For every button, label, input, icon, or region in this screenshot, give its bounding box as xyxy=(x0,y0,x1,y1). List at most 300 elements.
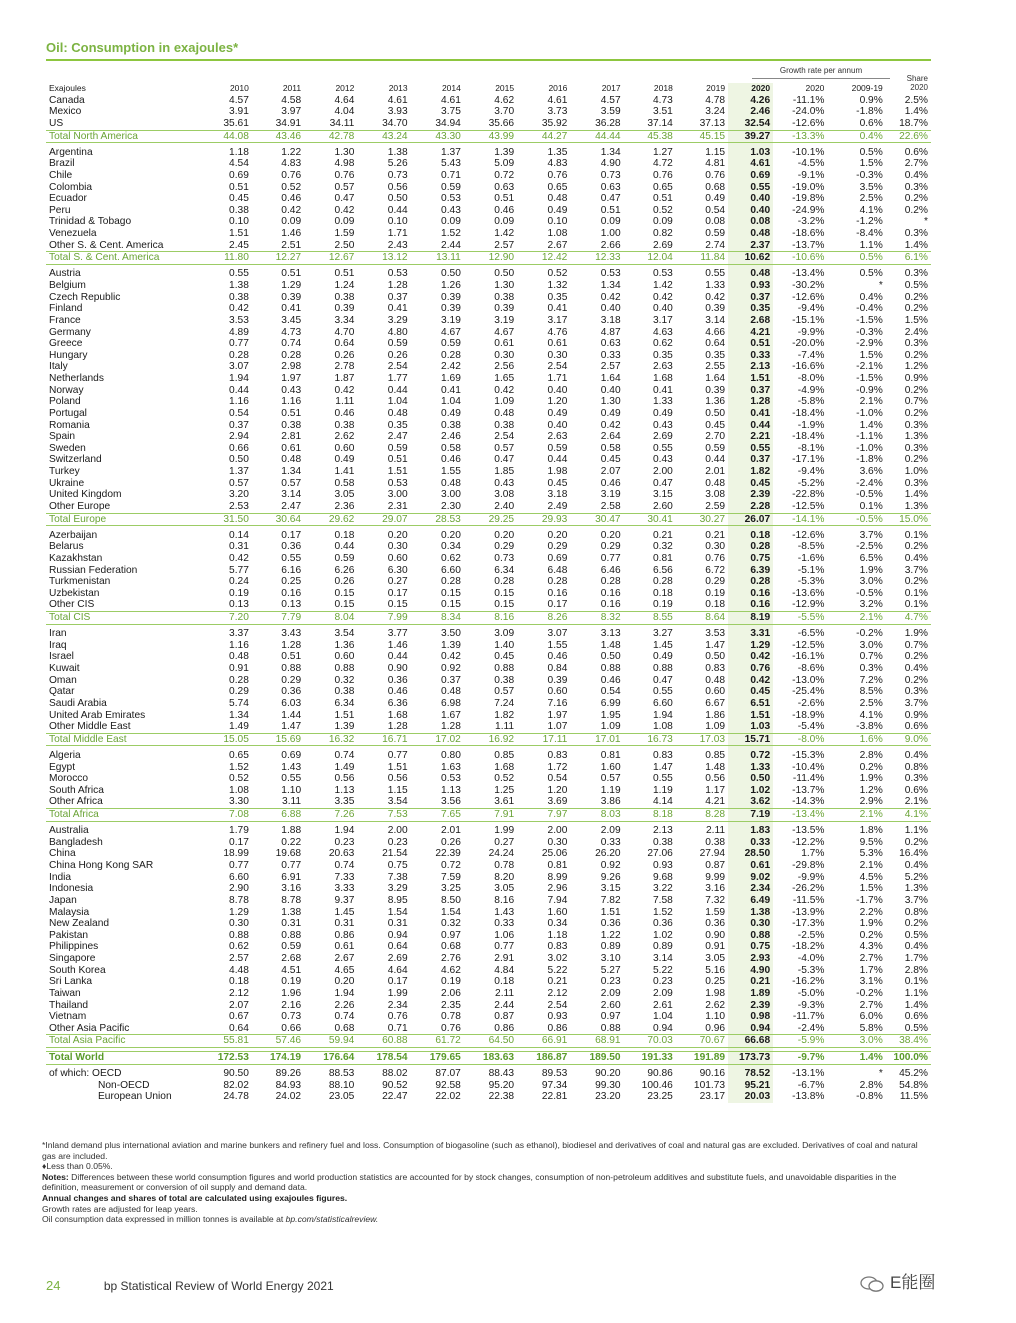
grand-total-row xyxy=(46,1052,931,1065)
table-cell: 1.97 xyxy=(281,373,302,384)
table-cell: 4.63 xyxy=(653,326,673,338)
table-cell: -8.6% xyxy=(797,663,825,674)
table-cell: 2.91 xyxy=(494,953,515,964)
table-cell: 0.67 xyxy=(229,1011,249,1023)
table-cell: 1.9% xyxy=(904,628,928,640)
table-cell: 1.65 xyxy=(494,373,515,384)
table-cell: 89.26 xyxy=(275,1068,302,1080)
table-cell: 29.25 xyxy=(464,513,517,526)
table-row xyxy=(46,396,931,408)
table-row xyxy=(46,193,931,205)
table-cell: 1.34 xyxy=(600,146,621,158)
table-cell: 8.95 xyxy=(387,894,408,906)
table-row xyxy=(46,663,931,675)
table-cell: 1.42 xyxy=(653,280,673,291)
row-label: Sri Lanka xyxy=(49,976,93,988)
row-label: Qatar xyxy=(49,686,75,698)
row-label: Iran xyxy=(49,628,67,640)
table-cell: 0.75 xyxy=(387,860,408,871)
table-cell: 1.19 xyxy=(600,784,621,796)
table-cell: 6.34 xyxy=(494,564,515,576)
table-row xyxy=(46,628,931,640)
table-cell: 0.50 xyxy=(705,651,726,663)
table-cell: 1.39 xyxy=(334,721,355,733)
table-cell: 0.19 xyxy=(441,976,461,988)
table-cell: 2.94 xyxy=(229,431,249,443)
table-cell: 95.20 xyxy=(488,1079,515,1091)
table-cell: 1.83 xyxy=(728,825,773,837)
table-cell: 0.52 xyxy=(281,181,302,193)
table-cell: 6.0% xyxy=(859,1011,883,1023)
table-cell: 0.77 xyxy=(281,860,302,871)
table-cell: 37.14 xyxy=(647,117,673,129)
row-label: Algeria xyxy=(49,749,81,761)
table-cell: 0.30 xyxy=(547,349,568,361)
table-cell: 0.2% xyxy=(904,204,928,216)
table-cell: 1.4% xyxy=(904,239,928,251)
table-cell: -1.5% xyxy=(856,373,883,384)
table-cell: 1.39 xyxy=(494,146,515,158)
table-cell: 2.43 xyxy=(387,239,408,251)
table-cell: 0.29 xyxy=(494,541,515,553)
table-cell: 0.48 xyxy=(705,477,726,489)
table-cell: 0.62 xyxy=(229,941,249,953)
table-cell: 8.50 xyxy=(441,894,461,906)
table-cell: 3.1% xyxy=(859,976,883,988)
table-cell: 0.08 xyxy=(705,216,726,228)
table-cell: 0.36 xyxy=(653,918,673,930)
table-cell: -14.3% xyxy=(792,796,825,808)
table-cell: 1.34 xyxy=(229,709,249,721)
notes xyxy=(42,1140,932,1225)
table-cell: 0.83 xyxy=(547,941,568,953)
table-cell: 2.46 xyxy=(441,431,461,443)
table-cell: 6.60 xyxy=(229,871,249,883)
table-cell: 0.61 xyxy=(281,442,302,454)
table-cell: 0.27 xyxy=(494,836,515,848)
table-cell: 29.93 xyxy=(517,513,570,526)
table-cell: 3.34 xyxy=(334,314,355,326)
table-cell: 0.52 xyxy=(494,773,515,785)
row-label: Total CIS xyxy=(46,612,200,625)
table-cell: 0.39 xyxy=(547,674,568,686)
table-cell: 64.50 xyxy=(464,1035,517,1048)
total-row xyxy=(46,809,931,822)
table-cell: 0.49 xyxy=(705,193,726,205)
note-less-than: ♦Less than 0.05%. xyxy=(42,1161,113,1172)
table-cell: 2.8% xyxy=(904,964,928,976)
table-cell: 3.08 xyxy=(494,489,515,501)
table-cell: 16.92 xyxy=(464,733,517,746)
table-cell: 0.21 xyxy=(653,529,673,541)
table-cell: 1.5% xyxy=(859,349,883,361)
table-cell: 66.91 xyxy=(517,1035,570,1048)
table-cell: 4.67 xyxy=(494,326,515,338)
growth-rate-rule xyxy=(752,78,890,79)
table-cell: 0.55 xyxy=(229,268,249,280)
table-cell: 1.16 xyxy=(281,396,302,408)
table-cell: 2.16 xyxy=(281,999,302,1011)
table-cell: -0.5% xyxy=(856,587,883,599)
table-cell: 2.57 xyxy=(600,361,621,373)
note-availability: Oil consumption data expressed in million tonnes is available at bp.com/statisticalreview. xyxy=(42,1214,379,1225)
table-cell: 70.03 xyxy=(624,1035,676,1048)
table-cell: 0.51 xyxy=(281,268,302,280)
table-cell: 0.19 xyxy=(705,587,726,599)
table-cell: 0.09 xyxy=(600,216,621,228)
table-cell: 2.60 xyxy=(600,999,621,1011)
table-cell: -0.8% xyxy=(856,1091,883,1103)
table-cell: 0.86 xyxy=(494,1022,515,1034)
table-cell: -0.4% xyxy=(856,303,883,315)
table-cell: 20.63 xyxy=(328,848,355,860)
table-cell: 2.06 xyxy=(441,987,461,999)
table-cell: 97.34 xyxy=(541,1079,568,1091)
table-cell: 189.50 xyxy=(570,1052,623,1065)
table-cell: -1.0% xyxy=(856,407,883,419)
table-cell: 2.1% xyxy=(827,612,885,625)
table-cell: 88.10 xyxy=(328,1079,355,1091)
table-cell: 0.56 xyxy=(705,773,726,785)
table-cell: 1.54 xyxy=(441,906,461,918)
table-cell: 0.36 xyxy=(387,674,408,686)
table-cell: 11.84 xyxy=(676,252,728,265)
table-cell: 3.70 xyxy=(494,106,515,118)
table-cell: 34.70 xyxy=(382,117,408,129)
table-cell: 0.44 xyxy=(387,651,408,663)
table-cell: 2018 xyxy=(653,83,673,93)
table-cell: 0.55 xyxy=(728,182,773,194)
table-cell: -5.5% xyxy=(773,612,827,625)
table-cell: * xyxy=(878,1068,883,1080)
table-cell: 1.36 xyxy=(334,639,355,651)
table-cell: 0.28 xyxy=(494,576,515,588)
row-label: Italy xyxy=(49,361,68,373)
table-cell: 0.30 xyxy=(229,918,249,930)
table-cell: 0.74 xyxy=(334,749,355,761)
row-label: Thailand xyxy=(49,999,89,1011)
table-cell: 8.16 xyxy=(464,612,517,625)
table-cell: 1.33 xyxy=(705,280,726,291)
table-cell: 9.37 xyxy=(334,894,355,906)
table-cell: 3.54 xyxy=(334,628,355,640)
table-cell: 1.68 xyxy=(387,709,408,721)
table-cell: 4.57 xyxy=(229,94,249,106)
table-cell: 4.58 xyxy=(281,94,302,106)
table-cell: 3.08 xyxy=(705,489,726,501)
table-row xyxy=(46,385,931,397)
total-row xyxy=(46,130,931,143)
table-cell: 0.36 xyxy=(600,918,621,930)
table-cell: -0.3% xyxy=(856,326,883,338)
row-label: Malaysia xyxy=(49,906,90,918)
table-row xyxy=(46,930,931,942)
table-row xyxy=(46,530,931,542)
table-cell: 0.48 xyxy=(441,477,461,489)
table-cell: 60.88 xyxy=(357,1035,410,1048)
table-cell: -1.1% xyxy=(856,431,883,443)
row-label: Total Africa xyxy=(46,809,200,822)
table-cell: 0.53 xyxy=(387,477,408,489)
table-cell: 1.60 xyxy=(600,761,621,773)
table-cell: 3.97 xyxy=(281,106,302,118)
table-cell: 0.35 xyxy=(705,349,726,361)
table-cell: 7.91 xyxy=(464,809,517,822)
table-cell: 23.17 xyxy=(699,1091,726,1103)
table-cell: 12.90 xyxy=(464,252,517,265)
table-cell: 0.47 xyxy=(494,454,515,466)
row-label: Total North America xyxy=(46,130,200,143)
table-cell: 0.34 xyxy=(441,541,461,553)
table-cell: -10.4% xyxy=(792,761,825,773)
table-cell: 6.46 xyxy=(600,564,621,576)
table-cell: 3.30 xyxy=(229,796,249,808)
table-cell: 2.64 xyxy=(600,431,621,443)
table-cell: 87.07 xyxy=(435,1068,461,1080)
table-cell: 178.54 xyxy=(357,1052,410,1065)
table-cell: -2.6% xyxy=(797,697,825,709)
table-cell: 0.46 xyxy=(441,454,461,466)
table-cell: 2.93 xyxy=(728,953,773,965)
table-cell: 0.2% xyxy=(904,836,928,848)
table-cell: 1.08 xyxy=(653,721,673,733)
table-cell: 3.27 xyxy=(653,628,673,640)
row-label: Azerbaijan xyxy=(49,529,98,541)
row-label: Philippines xyxy=(49,941,99,953)
table-cell: 4.61 xyxy=(387,94,408,106)
table-cell: 36.28 xyxy=(595,117,621,129)
table-cell: 1.00 xyxy=(600,228,621,239)
table-cell: 1.28 xyxy=(281,639,302,651)
table-cell: 4.21 xyxy=(728,327,773,339)
row-label: Russian Federation xyxy=(49,564,138,576)
table-cell: -13.1% xyxy=(792,1068,825,1080)
table-cell: 0.74 xyxy=(281,338,302,350)
table-cell: 0.39 xyxy=(441,291,461,303)
table-cell: 0.55 xyxy=(728,443,773,455)
table-cell: 7.82 xyxy=(600,894,621,906)
table-cell: 1.9% xyxy=(859,918,883,930)
table-cell: 0.2% xyxy=(904,576,928,588)
table-cell: 3.14 xyxy=(705,314,726,326)
row-label: Exajoules xyxy=(49,83,86,93)
table-cell: 0.18 xyxy=(653,587,673,599)
table-cell: 0.21 xyxy=(705,529,726,541)
table-cell: 0.7% xyxy=(859,651,883,663)
table-cell: 2.12 xyxy=(229,987,249,999)
table-cell: 1.42 xyxy=(494,228,515,239)
table-cell: 0.40 xyxy=(728,193,773,205)
table-cell: -4.0% xyxy=(797,953,825,964)
table-cell: -2.5% xyxy=(856,541,883,553)
table-cell: 0.49 xyxy=(547,204,568,216)
table-row xyxy=(46,373,931,385)
table-cell: 0.48 xyxy=(387,407,408,419)
table-cell: 2.53 xyxy=(229,500,249,512)
table-cell: 0.5% xyxy=(904,929,928,941)
table-row xyxy=(46,1011,931,1023)
table-cell: 186.87 xyxy=(517,1052,570,1065)
table-cell: 2.46 xyxy=(728,106,773,118)
table-cell: 0.17 xyxy=(281,529,302,541)
note-calculation: Annual changes and shares of total are calculated using exajoules figures. xyxy=(42,1192,348,1203)
table-cell: 0.20 xyxy=(547,529,568,541)
table-cell: 3.11 xyxy=(282,796,302,808)
table-cell: 0.23 xyxy=(387,836,408,848)
table-cell: 0.77 xyxy=(600,552,621,564)
table-cell: 1.18 xyxy=(229,146,249,158)
table-cell: 1.52 xyxy=(441,228,461,239)
table-cell: 2.57 xyxy=(229,953,249,964)
table-cell: 0.93 xyxy=(653,860,673,871)
table-row xyxy=(46,872,931,884)
table-cell: 0.51 xyxy=(334,268,355,280)
row-label: Oman xyxy=(49,674,77,686)
table-cell: 1.29 xyxy=(229,906,249,918)
table-cell: 9.26 xyxy=(600,871,621,883)
table-cell: 3.7% xyxy=(904,697,928,709)
table-cell: 88.53 xyxy=(328,1068,355,1080)
table-cell: 7.65 xyxy=(411,809,464,822)
table-cell: 92.58 xyxy=(435,1079,461,1091)
table-cell: 1.51 xyxy=(600,906,621,918)
table-cell: 2.09 xyxy=(600,987,621,999)
row-label: Finland xyxy=(49,303,83,315)
table-cell: 66.68 xyxy=(728,1035,773,1048)
table-cell: 7.16 xyxy=(547,697,568,709)
table-cell: 1.33 xyxy=(728,762,773,774)
row-label: Venezuela xyxy=(49,228,97,239)
table-cell: 11.5% xyxy=(899,1091,928,1103)
table-cell: 0.32 xyxy=(653,541,673,553)
table-cell: 0.23 xyxy=(600,976,621,988)
table-cell: 176.64 xyxy=(304,1052,357,1065)
table-cell: 2.42 xyxy=(441,361,461,373)
table-cell: 0.38 xyxy=(334,686,355,698)
table-cell: 1.88 xyxy=(281,825,302,837)
table-cell: 59.94 xyxy=(304,1035,357,1048)
table-cell: 0.41 xyxy=(653,384,673,396)
table-cell: 0.42 xyxy=(653,291,673,303)
table-cell: 2.5% xyxy=(859,193,883,205)
table-cell: 6.16 xyxy=(281,564,302,576)
row-label: Uzbekistan xyxy=(49,587,100,599)
table-cell: -12.6% xyxy=(792,117,825,129)
table-cell: 22.81 xyxy=(541,1091,568,1103)
table-cell: -8.4% xyxy=(856,228,883,239)
table-cell: 2.4% xyxy=(904,326,928,338)
table-cell: -4.5% xyxy=(797,158,825,170)
table-cell: 3.19 xyxy=(494,314,515,326)
table-cell: -7.4% xyxy=(797,349,825,361)
table-cell: 0.46 xyxy=(494,204,515,216)
table-cell: -12.9% xyxy=(792,599,825,611)
table-cell: 0.80 xyxy=(441,749,461,761)
table-cell: 8.04 xyxy=(304,612,357,625)
table-cell: 1.51 xyxy=(387,466,408,477)
table-cell: 12.67 xyxy=(304,252,357,265)
table-cell: 2.62 xyxy=(334,431,355,443)
table-row xyxy=(46,158,931,170)
table-cell: 1.60 xyxy=(547,906,568,918)
table-cell: 2.26 xyxy=(334,999,355,1011)
table-cell: 2010 xyxy=(229,83,249,93)
review-link[interactable]: bp.com/statisticalreview. xyxy=(285,1214,379,1225)
table-cell: 0.28 xyxy=(229,674,249,686)
table-cell: 7.20 xyxy=(200,612,252,625)
table-cell: 4.14 xyxy=(653,796,673,808)
table-row xyxy=(46,338,931,350)
table-row xyxy=(46,489,931,501)
table-cell: 0.7% xyxy=(904,396,928,408)
table-cell: 4.83 xyxy=(547,158,568,170)
table-cell: -0.5% xyxy=(827,513,885,526)
table-cell: 1.26 xyxy=(441,280,461,291)
table-cell: -5.0% xyxy=(797,987,825,999)
table-cell: 4.7% xyxy=(886,612,931,625)
table-cell: 0.18 xyxy=(494,976,515,988)
table-cell: 0.45 xyxy=(705,419,726,431)
table-row xyxy=(46,553,931,565)
table-cell: 0.38 xyxy=(494,419,515,431)
table-cell: -22.8% xyxy=(792,489,825,501)
table-cell: 8.20 xyxy=(494,871,515,883)
table-cell: 0.88 xyxy=(334,663,355,674)
table-cell: 22.47 xyxy=(382,1091,408,1103)
table-cell: 0.52 xyxy=(229,773,249,785)
table-cell: 2.5% xyxy=(859,697,883,709)
table-cell: 1.51 xyxy=(728,710,773,722)
table-cell: 1.48 xyxy=(705,761,726,773)
table-cell: 0.41 xyxy=(281,303,302,315)
table-cell: 0.89 xyxy=(600,941,621,953)
table-cell: 7.99 xyxy=(357,612,410,625)
table-cell: 0.55 xyxy=(653,442,673,454)
table-cell: 0.53 xyxy=(600,268,621,280)
table-cell: 0.85 xyxy=(705,749,726,761)
table-cell: 5.26 xyxy=(387,158,408,170)
table-cell: 0.9% xyxy=(859,94,883,106)
table-cell: 3.10 xyxy=(600,953,621,964)
table-cell: 1.85 xyxy=(494,466,515,477)
row-label: Peru xyxy=(49,204,71,216)
table-cell: 0.51 xyxy=(600,204,621,216)
table-cell: 0.88 xyxy=(281,663,302,674)
table-cell: 2.7% xyxy=(904,158,928,170)
table-cell: 2.44 xyxy=(494,999,515,1011)
table-cell: 0.29 xyxy=(229,686,249,698)
table-cell: 6.56 xyxy=(653,564,673,576)
table-cell: -13.6% xyxy=(792,587,825,599)
table-cell: 2014 xyxy=(441,83,461,93)
table-cell: 4.51 xyxy=(281,964,302,976)
table-cell: 0.1% xyxy=(904,529,928,541)
table-cell: 0.30 xyxy=(705,541,726,553)
table-cell: 0.88 xyxy=(600,663,621,674)
table-cell: 0.71 xyxy=(441,169,461,181)
row-label: Colombia xyxy=(49,181,93,193)
table-cell: -1.9% xyxy=(797,419,825,431)
table-cell: -29.8% xyxy=(792,860,825,871)
table-cell: 0.4% xyxy=(904,860,928,871)
table-cell: 1.36 xyxy=(705,396,726,408)
table-cell: 0.46 xyxy=(281,193,302,205)
table-cell: 5.09 xyxy=(494,158,515,170)
table-cell: 0.2% xyxy=(859,929,883,941)
table-cell: 1.7% xyxy=(801,848,825,860)
table-cell: 0.24 xyxy=(229,576,249,588)
table-cell: 4.61 xyxy=(728,158,773,170)
